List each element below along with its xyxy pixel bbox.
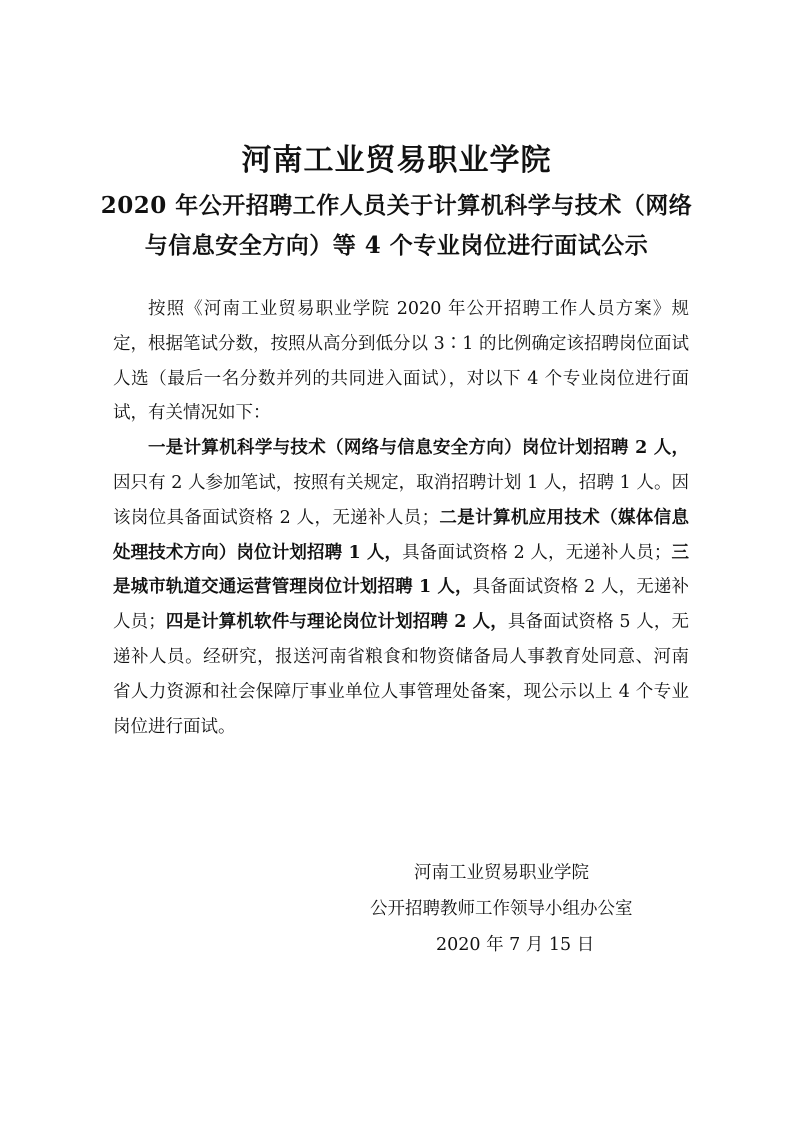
item1-heading: 一是计算机科学与技术（网络与信息安全方向）岗位计划招聘 2 人， [148,438,689,459]
details-paragraph [113,431,689,744]
document-subtitle-line-1: 2020 年公开招聘工作人员关于计算机科学与技术（网络 [100,192,693,219]
signature-organization: 河南工业贸易职业学院 [414,863,589,883]
item2-heading: 二是计算机应用技术（媒体信息处理技术方向）岗位计划招聘 1 人， [113,507,689,563]
item2-text: 具备面试资格 2 人，无递补人员； [402,542,672,563]
signature-block [340,855,700,963]
document-subtitle-line-2: 与信息安全方向）等 4 个专业岗位进行面试公示 [144,232,649,259]
item3-text: 具备面试资格 2 人，无递补人员； [113,577,689,633]
document-title: 河南工业贸易职业学院 [241,143,552,178]
item4-heading: 四是计算机软件与理论岗位计划招聘 2 人， [165,612,508,633]
intro-paragraph: 按照《河南工业贸易职业学院 2020 年公开招聘工作人员方案》规定，根据笔试分数，按照从高分到低分以 3∶1 的比例确定该招聘岗位面试人选（最后一名分数并列的共同进入面试），对以下 4 个专业岗位进行面试，有关情况如下： [113,299,689,424]
item4-text: 具备面试资格 5 人，无递补人员。经研究，报送河南省粮食和物资储备局人事教育处同意、河南省人力资源和社会保障厅事业单位人事管理处备案，现公示以上 4 个专业岗位进行面试。 [113,612,689,737]
title-block [90,140,703,266]
document-body [113,292,689,744]
item1-text: 因只有 2 人参加笔试，按照有关规定，取消招聘计划 1 人，招聘 1 人。因该岗位具备面试资格 2 人，无递补人员； [113,472,689,528]
signature-date: 2020 年 7 月 15 日 [436,935,595,955]
signature-office: 公开招聘教师工作领导小组办公室 [370,899,633,919]
item3-heading: 三是城市轨道交通运营管理岗位计划招聘 1 人， [113,542,689,598]
